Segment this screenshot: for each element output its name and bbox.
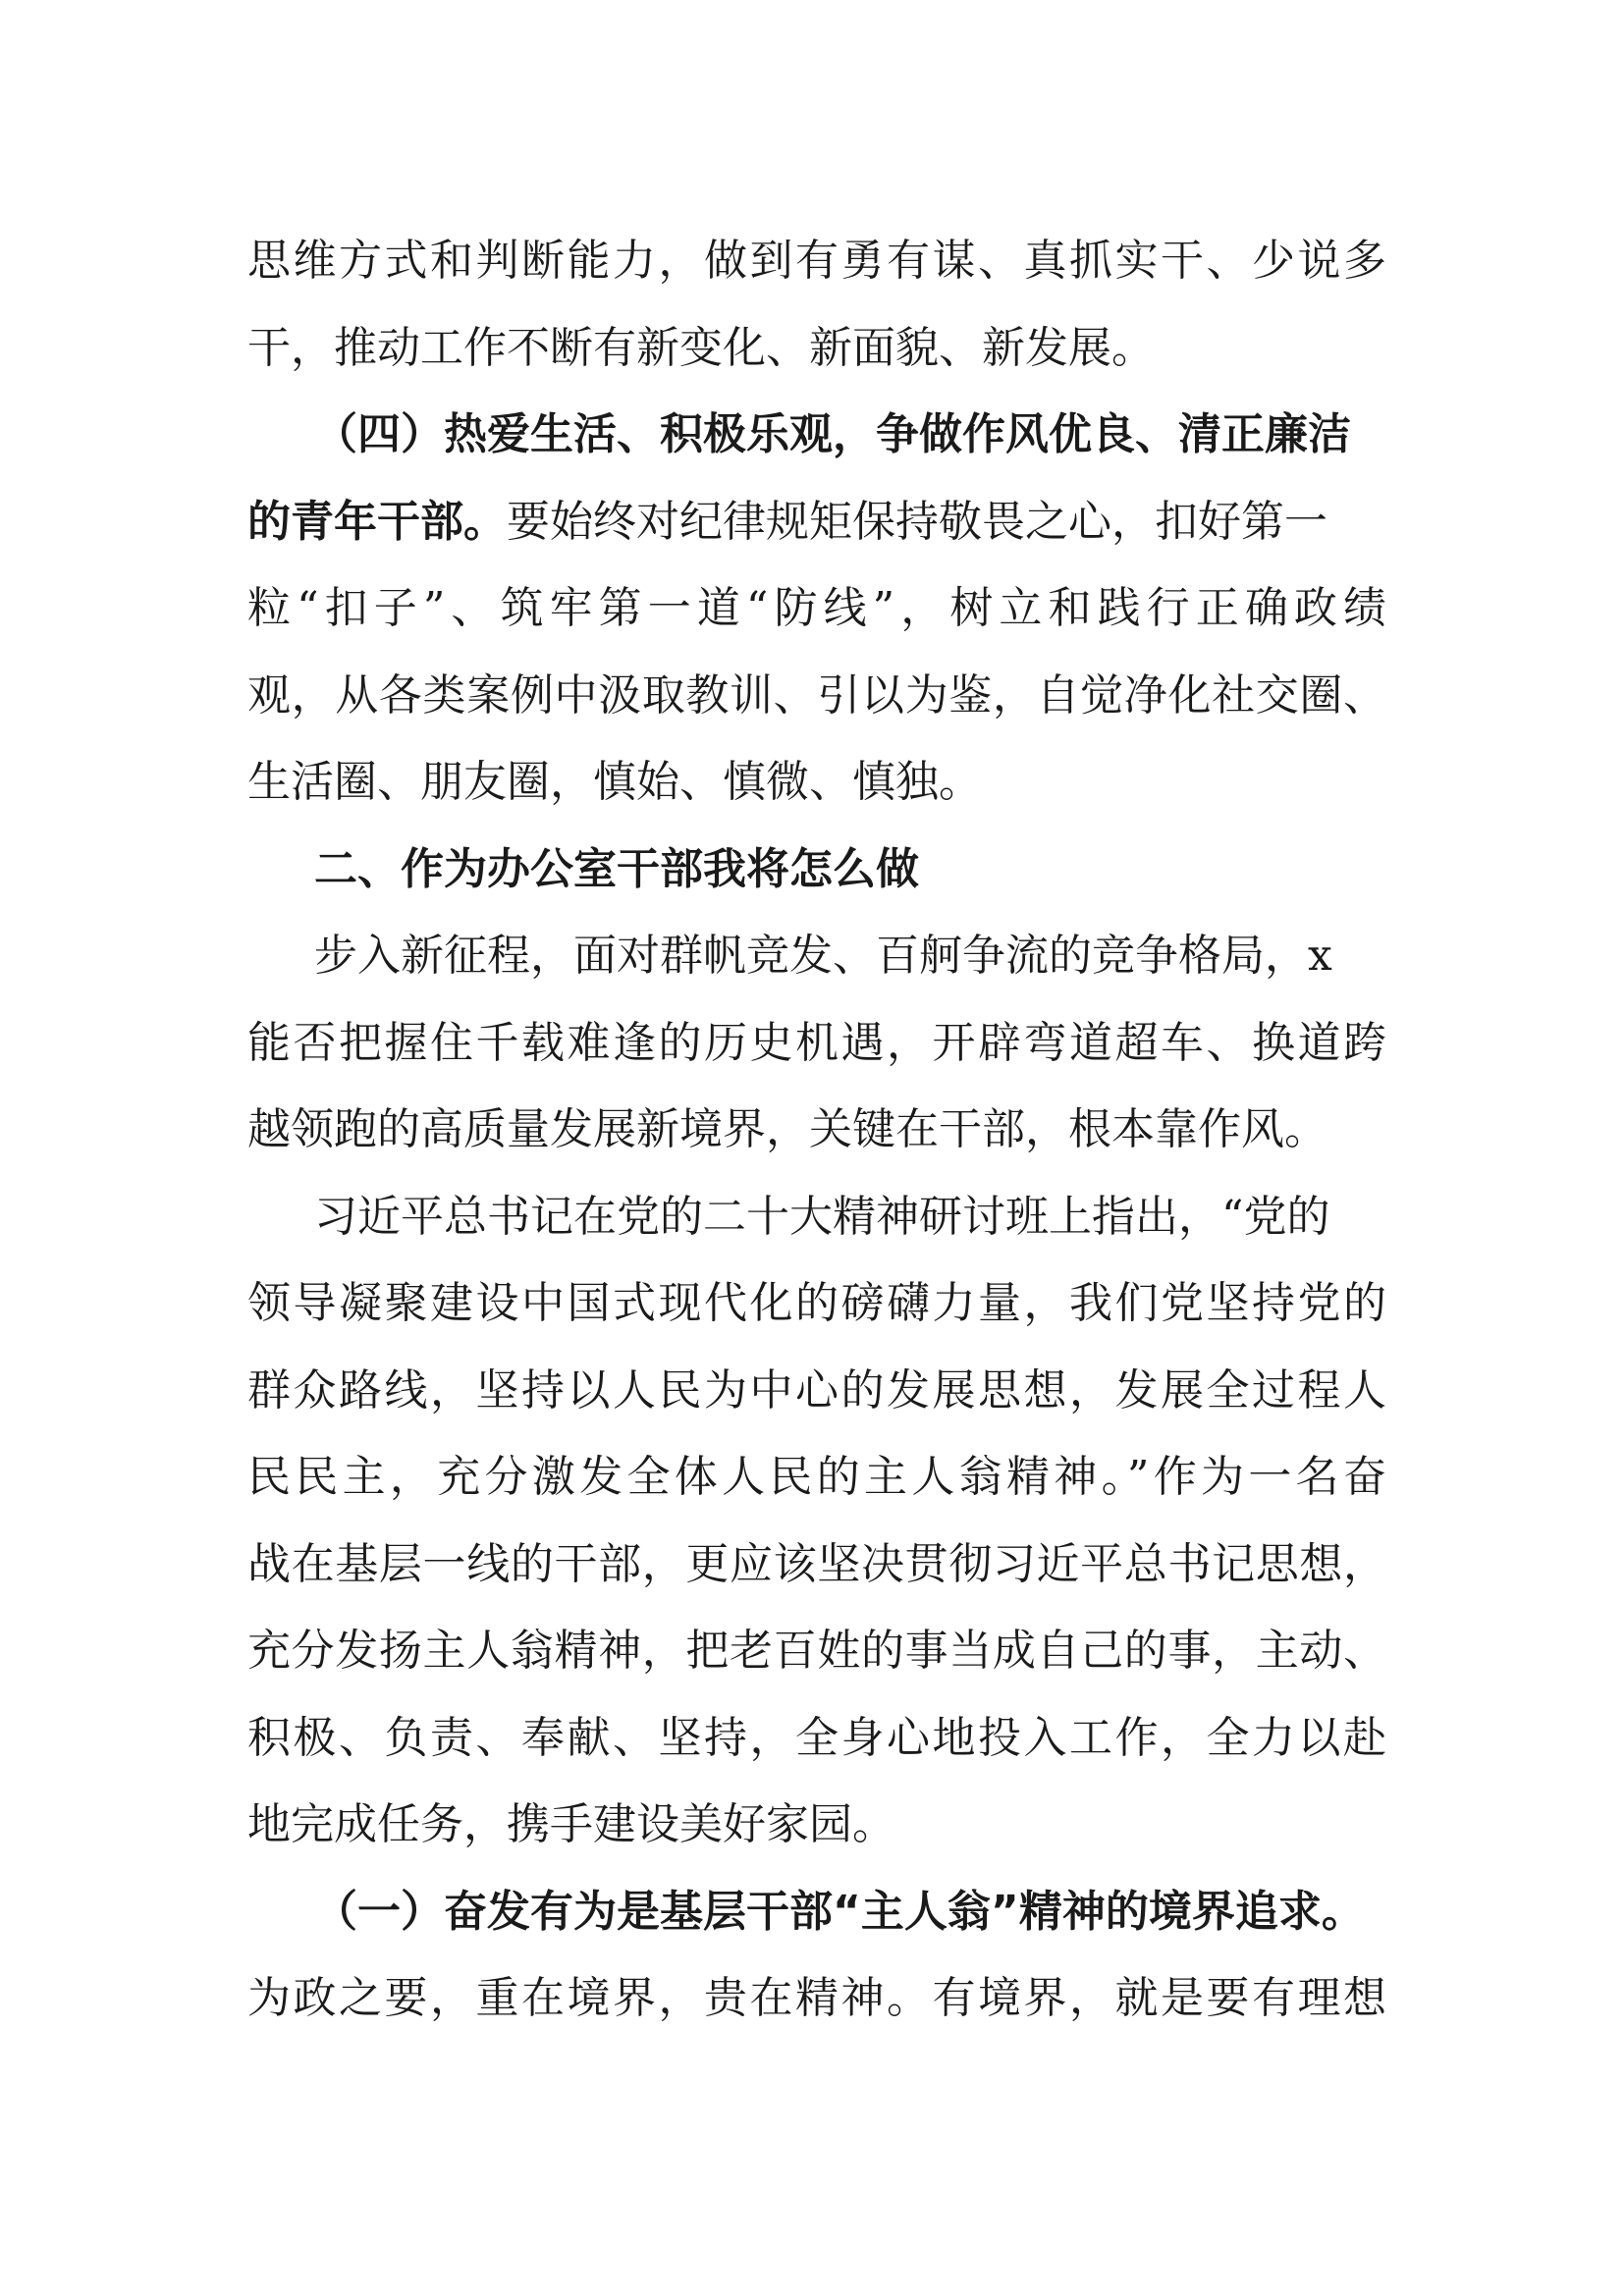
document-body (247, 218, 1386, 2043)
text-line: 思维方式和判断能力，做到有勇有谋、真抓实干、少说多 (247, 236, 1386, 286)
text-line: 习近平总书记在党的二十大精神研讨班上指出，“党的 (314, 1191, 1330, 1242)
paragraph (247, 913, 1386, 1174)
text-line: 干，推动工作不断有新变化、新面貌、新发展。 (247, 322, 1155, 373)
text-span: 要始终对纪律规矩保持敬畏之心，扣好第一 (507, 496, 1327, 547)
text-line: 领导凝聚建设中国式现代化的磅礴力量，我们党坚持党的 (247, 1278, 1386, 1328)
text-line: 能否把握住千载难逢的历史机遇，开辟弯道超车、换道跨 (247, 1017, 1386, 1068)
section-heading-text: 二、作为办公室干部我将怎么做 (314, 843, 919, 894)
text-line: 充分发扬主人翁精神，把老百姓的事当成自己的事，主动、 (247, 1626, 1386, 1676)
text-line: 步入新征程，面对群帆竞发、百舸争流的竞争格局，x (314, 931, 1332, 981)
paragraph (247, 1869, 1386, 2043)
paragraph (247, 392, 1386, 827)
text-line (247, 479, 1386, 566)
paragraph (247, 218, 1386, 392)
text-line: 战在基层一线的干部，更应该坚决贯彻习近平总书记思想， (247, 1538, 1386, 1589)
text-line: 地完成任务，携手建设美好家园。 (247, 1799, 895, 1849)
text-line: 积极、负责、奉献、坚持，全身心地投入工作，全力以赴 (247, 1712, 1386, 1763)
section-heading (247, 827, 1386, 914)
text-line: 观，从各类案例中汲取教训、引以为鉴，自觉净化社交圈、 (247, 669, 1386, 721)
subheading-line: 的青年干部。 (247, 496, 507, 547)
text-line: 生活圈、朋友圈，慎始、慎微、慎独。 (247, 757, 982, 807)
text-line: 越领跑的高质量发展新境界，关键在干部，根本靠作风。 (247, 1104, 1327, 1154)
text-line: 粒“扣子”、筑牢第一道“防线”，树立和践行正确政绩 (247, 583, 1386, 633)
text-line: 为政之要，重在境界，贵在精神。有境界，就是要有理想 (247, 1973, 1386, 2023)
subheading-line: （一）奋发有为是基层干部“主人翁”精神的境界追求。 (314, 1886, 1365, 1937)
subheading-line: （四）热爱生活、积极乐观，争做作风优良、清正廉洁 (314, 409, 1351, 459)
text-line: 群众路线，坚持以人民为中心的发展思想，发展全过程人 (247, 1364, 1386, 1415)
text-line: 民民主，充分激发全体人民的主人翁精神。”作为一名奋 (247, 1452, 1386, 1502)
paragraph (247, 1174, 1386, 1869)
